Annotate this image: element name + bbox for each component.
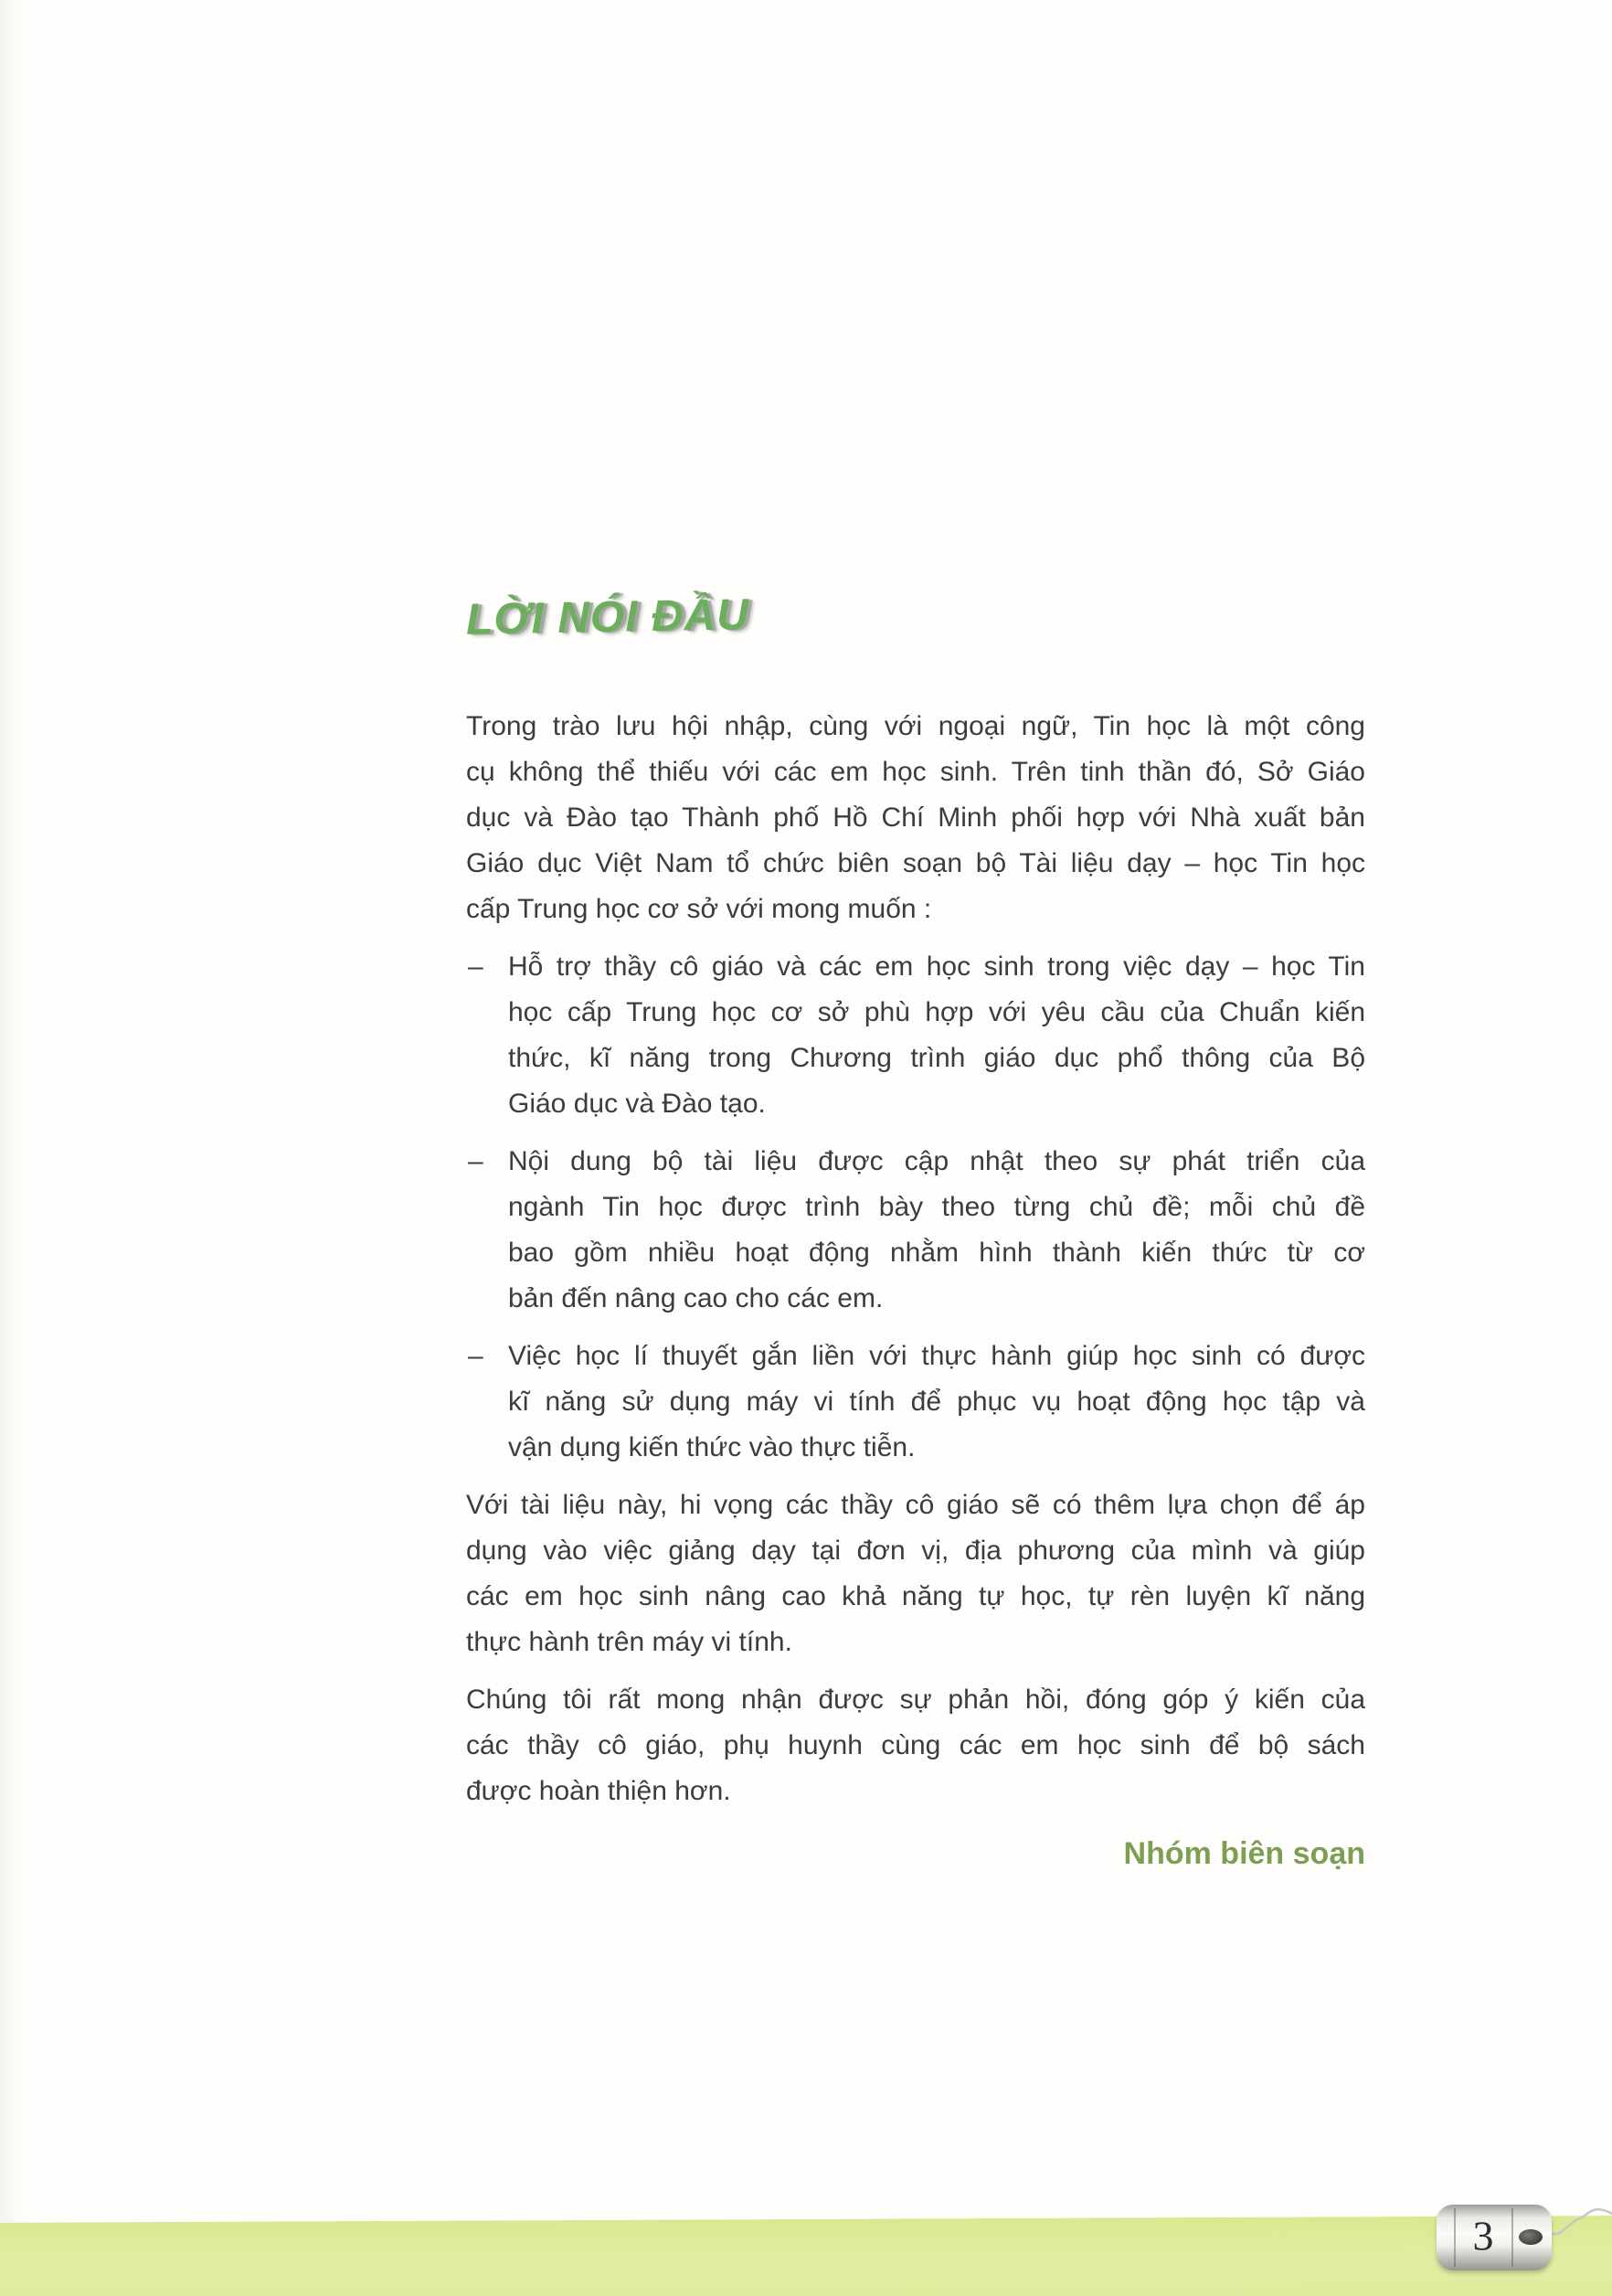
text-line: Trong trào lưu hội nhập, cùng với ngoại ngữ, Tin học là một công (466, 711, 1365, 741)
text-line: Giáo dục và Đào tạo. (508, 1089, 766, 1119)
signature-line: Nhóm biên soạn (1123, 1836, 1365, 1871)
mouse-seam-right (1511, 2208, 1513, 2267)
page-title: LỜI NÓI ĐẦU (465, 590, 750, 644)
text-line: bản đến nâng cao cho các em. (508, 1283, 884, 1313)
paragraph-list (466, 704, 1365, 1814)
text-line: ngành Tin học được trình bày theo từng chủ đề; mỗi chủ đề (508, 1192, 1365, 1222)
text-line: Nội dung bộ tài liệu được cập nhật theo sự phát triển của (508, 1146, 1365, 1176)
bullet-item (466, 944, 1365, 1127)
text-line: Giáo dục Việt Nam tổ chức biên soạn bộ Tài liệu dạy – học Tin học (466, 848, 1365, 878)
text-line: học cấp Trung học cơ sở phù hợp với yêu cầu của Chuẩn kiến (508, 997, 1365, 1027)
text-line: Chúng tôi rất mong nhận được sự phản hồi, đóng góp ý kiến của (466, 1685, 1365, 1715)
text-line: Hỗ trợ thầy cô giáo và các em học sinh trong việc dạy – học Tin (508, 951, 1365, 982)
paragraph (466, 704, 1365, 932)
text-line: bao gồm nhiều hoạt động nhằm hình thành kiến thức từ cơ (508, 1238, 1365, 1268)
footer-band (0, 2216, 1612, 2296)
text-line: kĩ năng sử dụng máy vi tính để phục vụ hoạt động học tập và (508, 1387, 1365, 1417)
text-line: được hoàn thiện hơn. (466, 1776, 731, 1806)
text-line: thực hành trên máy vi tính. (466, 1627, 792, 1657)
text-line: cụ không thể thiếu với các em học sinh. Trên tinh thần đó, Sở Giáo (466, 757, 1365, 787)
page-left-edge-tint (0, 0, 27, 2296)
bullet-item (466, 1139, 1365, 1322)
mouse-wheel-icon (1519, 2229, 1543, 2245)
body-text-column (466, 704, 1365, 1876)
paragraph (466, 1483, 1365, 1665)
text-line: dục và Đào tạo Thành phố Hồ Chí Minh phối hợp với Nhà xuất bản (466, 803, 1365, 833)
text-line: dụng vào việc giảng dạy tại đơn vị, địa phương của mình và giúp (466, 1536, 1365, 1566)
text-line: Việc học lí thuyết gắn liền với thực hành giúp học sinh có được (508, 1341, 1365, 1371)
mouse-cable-icon (1546, 2190, 1612, 2245)
text-line: các em học sinh nâng cao khả năng tự học, tự rèn luyện kĩ năng (466, 1581, 1365, 1611)
dash-marker: – (468, 951, 483, 982)
text-line: thức, kĩ năng trong Chương trình giáo dục phổ thông của Bộ (508, 1043, 1365, 1073)
page-number: 3 (1472, 2212, 1494, 2259)
bullet-item (466, 1334, 1365, 1471)
text-line: vận dụng kiến thức vào thực tiễn. (508, 1432, 916, 1462)
dash-marker: – (468, 1341, 483, 1371)
text-line: cấp Trung học cơ sở với mong muốn : (466, 894, 932, 924)
page-number-mouse-icon (1437, 2205, 1552, 2270)
text-line: Với tài liệu này, hi vọng các thầy cô giáo sẽ có thêm lựa chọn để áp (466, 1490, 1365, 1520)
dash-marker: – (468, 1146, 483, 1176)
text-line: các thầy cô giáo, phụ huynh cùng các em học sinh để bộ sách (466, 1730, 1365, 1760)
paragraph (466, 1677, 1365, 1814)
